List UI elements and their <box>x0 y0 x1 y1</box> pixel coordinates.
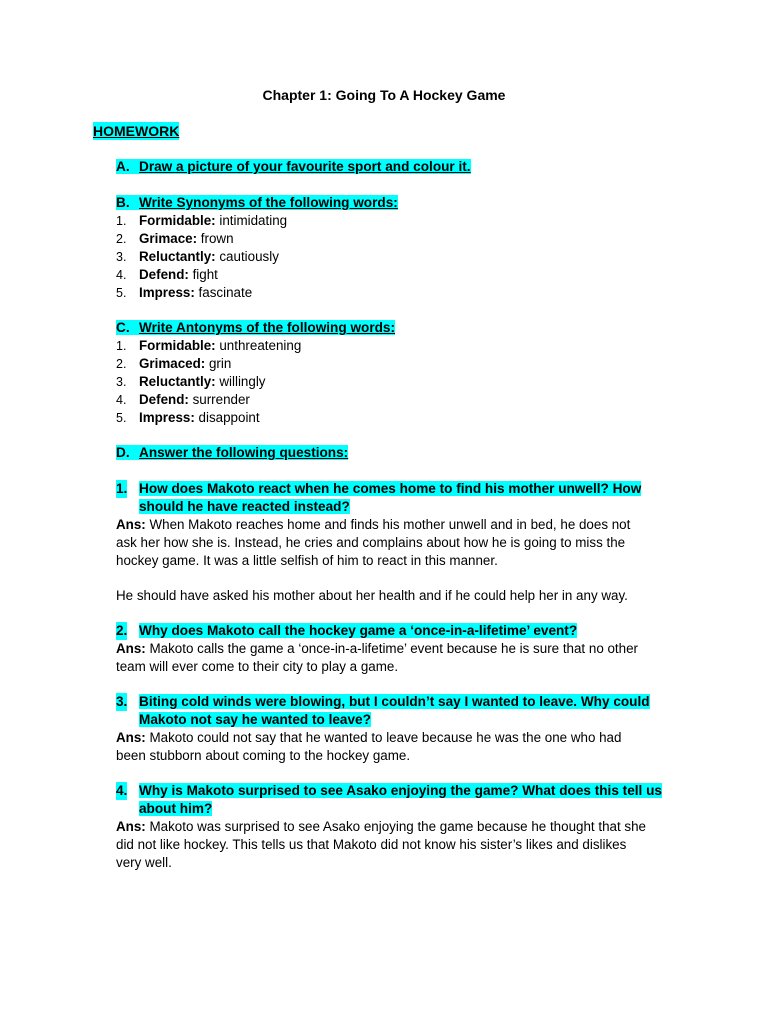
answer-label: Ans: <box>116 819 146 834</box>
answer-line: team will ever come to their city to play a game. <box>116 659 399 674</box>
item-number: 1. <box>116 339 127 353</box>
item-number: 2. <box>116 357 127 371</box>
item-number: 3. <box>116 250 127 264</box>
item-number: 3. <box>116 375 127 389</box>
question-text-line-2: Makoto not say he wanted to leave? <box>139 712 371 727</box>
section-d-text: Answer the following questions: <box>139 445 349 460</box>
item-word: Formidable: <box>139 338 216 353</box>
answer-line: very well. <box>116 855 172 870</box>
section-c-letter: C. <box>116 320 130 335</box>
list-item <box>116 355 301 373</box>
item-answer: frown <box>197 231 234 246</box>
section-c-text: Write Antonyms of the following words: <box>139 320 396 335</box>
section-b-letter: B. <box>116 195 130 210</box>
section-a-heading <box>116 158 471 176</box>
item-answer: fight <box>188 267 218 282</box>
question-text-line-1: How does Makoto react when he comes home to find his mother unwell? How <box>139 481 642 496</box>
answer-1-extra: He should have asked his mother about her health and if he could help her in any way. <box>116 588 628 603</box>
item-answer: surrender <box>188 392 250 407</box>
item-word: Reluctantly: <box>139 374 216 389</box>
item-answer: disappoint <box>194 410 260 425</box>
answer-label: Ans: <box>116 730 146 745</box>
question-1 <box>116 480 676 516</box>
item-word: Defend: <box>139 267 189 282</box>
item-number: 1. <box>116 214 127 228</box>
item-answer: intimidating <box>215 213 288 228</box>
item-answer: willingly <box>215 374 266 389</box>
list-item <box>116 248 287 266</box>
question-number: 3. <box>116 694 128 709</box>
item-number: 2. <box>116 232 127 246</box>
question-4 <box>116 782 676 818</box>
antonyms-list <box>116 337 301 427</box>
question-text-line-2: about him? <box>139 801 213 816</box>
list-item <box>116 212 287 230</box>
question-text-line-1: Why is Makoto surprised to see Asako enjoying the game? What does this tell us <box>139 783 662 798</box>
section-b-text: Write Synonyms of the following words: <box>139 195 398 210</box>
item-word: Impress: <box>139 285 195 300</box>
item-answer: cautiously <box>215 249 279 264</box>
answer-line: ask her how she is. Instead, he cries and complains about how he is going to miss the <box>116 535 626 550</box>
section-b-heading <box>116 194 398 212</box>
question-2 <box>116 622 676 640</box>
question-number: 2. <box>116 623 128 638</box>
question-number: 1. <box>116 481 128 496</box>
list-item <box>116 284 287 302</box>
list-item <box>116 391 301 409</box>
page-title: Chapter 1: Going To A Hockey Game <box>262 87 506 103</box>
list-item <box>116 266 287 284</box>
answer-4 <box>116 818 676 872</box>
item-number: 5. <box>116 411 127 425</box>
question-text-line-1: Biting cold winds were blowing, but I couldn’t say I wanted to leave. Why could <box>139 694 650 709</box>
answer-2 <box>116 640 676 676</box>
section-d-letter: D. <box>116 445 130 460</box>
list-item <box>116 337 301 355</box>
answer-line: Makoto was surprised to see Asako enjoying the game because he thought that she <box>145 819 646 834</box>
question-text-line-1: Why does Makoto call the hockey game a ‘once-in-a-lifetime’ event? <box>139 623 578 638</box>
question-number: 4. <box>116 783 128 798</box>
list-item <box>116 409 301 427</box>
answer-line: Makoto could not say that he wanted to leave because he was the one who had <box>145 730 622 745</box>
item-word: Grimaced: <box>139 356 206 371</box>
item-answer: grin <box>205 356 232 371</box>
item-number: 4. <box>116 393 127 407</box>
item-number: 4. <box>116 268 127 282</box>
item-answer: fascinate <box>194 285 253 300</box>
answer-line: did not like hockey. This tells us that Makoto did not know his sister’s likes and dislikes <box>116 837 627 852</box>
answer-label: Ans: <box>116 517 146 532</box>
list-item <box>116 373 301 391</box>
answer-line: been stubborn about coming to the hockey game. <box>116 748 411 763</box>
question-3 <box>116 693 676 729</box>
item-word: Formidable: <box>139 213 216 228</box>
section-a-letter: A. <box>116 159 130 174</box>
homework-heading: HOMEWORK <box>93 123 180 139</box>
item-number: 5. <box>116 286 127 300</box>
section-d-heading <box>116 444 348 462</box>
item-answer: unthreatening <box>215 338 302 353</box>
item-word: Reluctantly: <box>139 249 216 264</box>
answer-label: Ans: <box>116 641 146 656</box>
answer-line: Makoto calls the game a ‘once-in-a-lifetime’ event because he is sure that no other <box>145 641 639 656</box>
list-item <box>116 230 287 248</box>
synonyms-list <box>116 212 287 302</box>
answer-3 <box>116 729 676 765</box>
question-text-line-2: should he have reacted instead? <box>139 499 350 514</box>
item-word: Grimace: <box>139 231 198 246</box>
item-word: Defend: <box>139 392 189 407</box>
item-word: Impress: <box>139 410 195 425</box>
answer-line: When Makoto reaches home and finds his mother unwell and in bed, he does not <box>145 517 631 532</box>
section-a-text: Draw a picture of your favourite sport and colour it. <box>139 159 471 174</box>
answer-1 <box>116 516 676 570</box>
answer-line: hockey game. It was a little selfish of him to react in this manner. <box>116 553 498 568</box>
section-c-heading <box>116 319 395 337</box>
